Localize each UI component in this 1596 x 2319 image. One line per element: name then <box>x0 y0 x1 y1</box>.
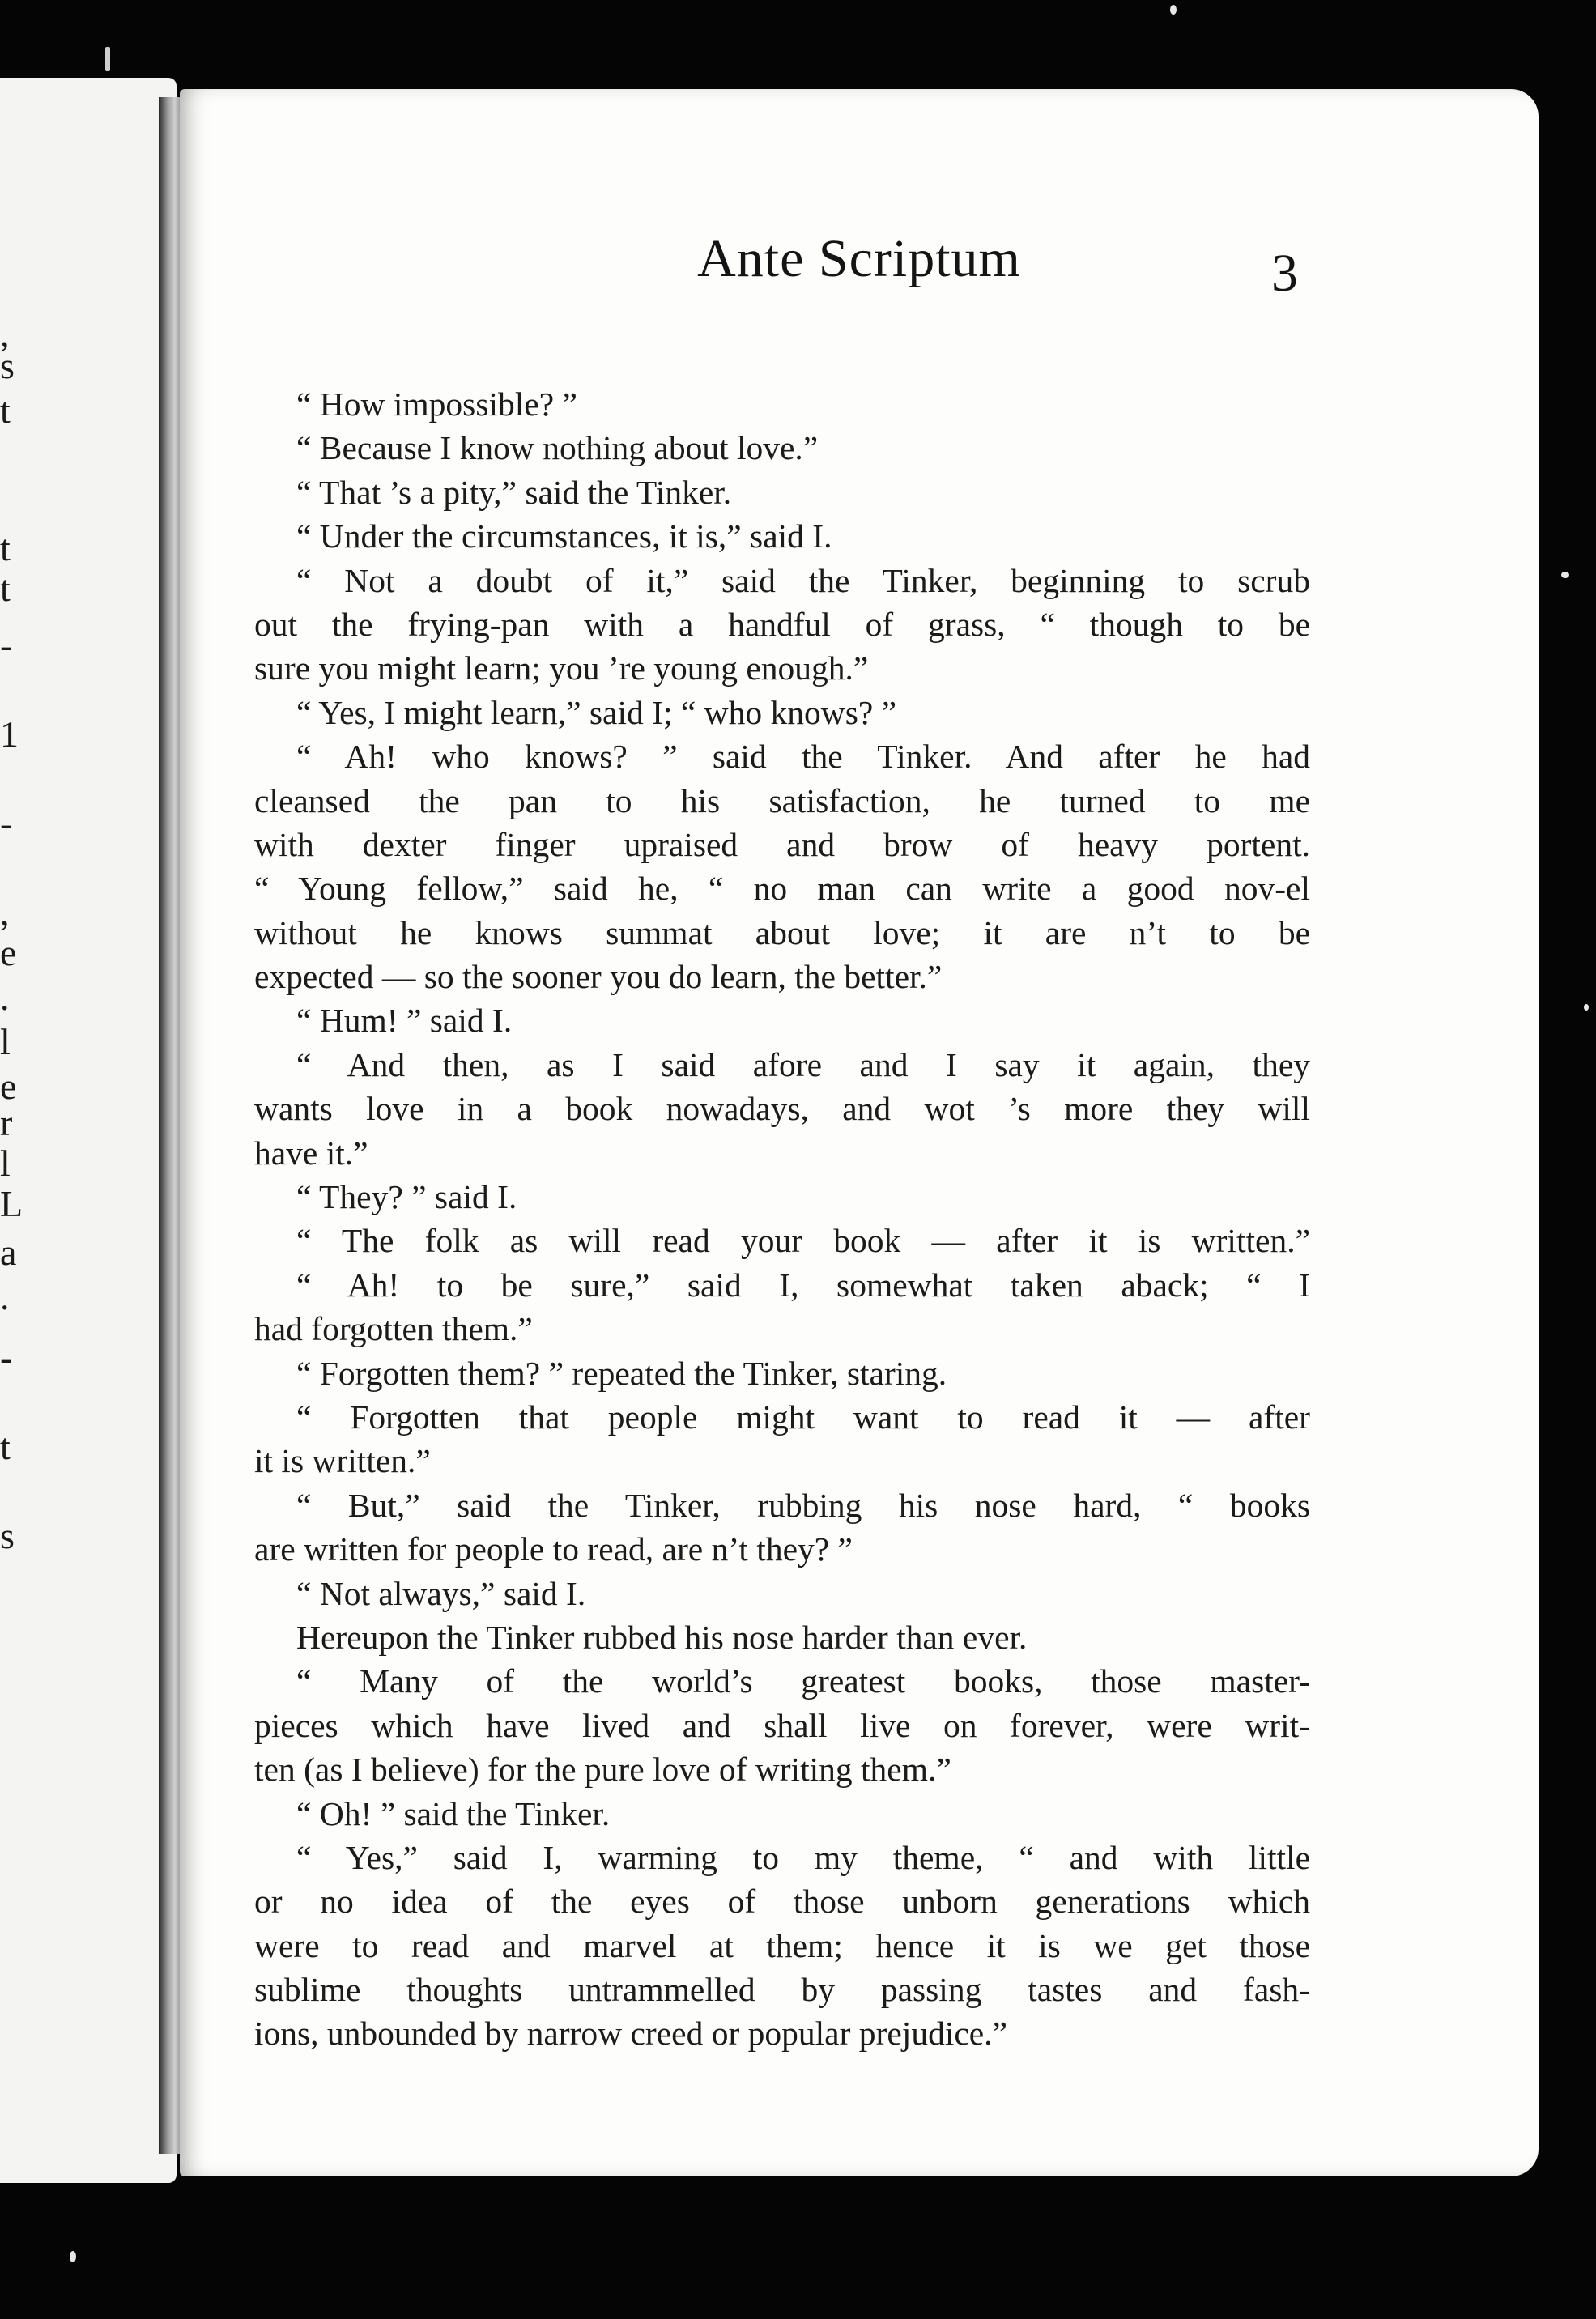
previous-page-fragment: - <box>0 1337 13 1378</box>
text-line: “ Ah! who knows? ” said the Tinker. And after he had <box>296 738 1310 776</box>
previous-page-fragment: - <box>0 624 13 666</box>
previous-page-fragment: e <box>0 1066 17 1107</box>
previous-page-fragment: e <box>0 932 17 973</box>
page-number: 3 <box>1271 244 1298 303</box>
running-head: Ante Scriptum <box>697 229 1021 288</box>
text-line: “ Because I know nothing about love.” <box>296 429 819 467</box>
text-line: “ Oh! ” said the Tinker. <box>296 1794 611 1832</box>
previous-page-fragment: L <box>0 1183 23 1224</box>
text-line: sure you might learn; you ’re young enough.” <box>254 649 869 687</box>
text-line: “ Under the circumstances, it is,” said I. <box>296 517 832 555</box>
text-line: were to read and marvel at them; hence it is we get those <box>254 1926 1310 1964</box>
text-line: “ The folk as will read your book — after it is written.” <box>296 1222 1310 1260</box>
text-line: “ Yes, I might learn,” said I; “ who knows? ” <box>296 693 897 731</box>
text-line: sublime thoughts untrammelled by passing tastes and fash- <box>254 1971 1310 2009</box>
previous-page-fragment: t <box>0 1426 11 1467</box>
book-page <box>180 89 1539 2176</box>
text-line: wants love in a book nowadays, and wot ’s more they will <box>254 1090 1310 1128</box>
text-line: or no idea of the eyes of those unborn generations which <box>254 1883 1310 1921</box>
text-line: “ Forgotten that people might want to read it — after <box>296 1398 1310 1436</box>
dust-speck <box>1584 1004 1589 1011</box>
previous-page-fragment: - <box>0 802 13 844</box>
text-line: with dexter finger upraised and brow of heavy portent. <box>254 825 1310 863</box>
body-text <box>254 382 1310 2056</box>
text-line: “ They? ” said I. <box>296 1178 517 1216</box>
text-line: “ But,” said the Tinker, rubbing his nose hard, “ books <box>296 1486 1310 1524</box>
dust-speck <box>105 47 110 71</box>
previous-page-fragment: t <box>0 568 11 609</box>
text-line: without he knows summat about love; it are n’t to be <box>254 913 1310 951</box>
text-line: “ Young fellow,” said he, “ no man can write a good nov-el <box>254 870 1310 908</box>
previous-page-fragment: l <box>0 1021 11 1062</box>
text-line: “ How impossible? ” <box>296 385 577 423</box>
previous-page-fragment: . <box>0 1276 10 1317</box>
text-line: cleansed the pan to his satisfaction, he turned to me <box>254 781 1310 819</box>
text-line: “ Not always,” said I. <box>296 1574 586 1612</box>
text-line: out the frying-pan with a handful of grass, “ though to be <box>254 605 1310 643</box>
text-line: “ Forgotten them? ” repeated the Tinker, staring. <box>296 1354 947 1392</box>
previous-page-fragment: l <box>0 1142 11 1184</box>
previous-page-fragment: s <box>0 1515 15 1556</box>
text-line: had forgotten them.” <box>254 1310 533 1348</box>
text-line: “ Many of the world’s greatest books, those master- <box>296 1662 1310 1700</box>
previous-page-fragment: t <box>0 527 11 568</box>
text-line: Hereupon the Tinker rubbed his nose harder than ever. <box>296 1618 1028 1656</box>
dust-speck <box>1170 5 1177 15</box>
text-line: have it.” <box>254 1134 368 1172</box>
dust-speck <box>70 2251 76 2262</box>
text-line: “ Yes,” said I, warming to my theme, “ and with little <box>296 1838 1310 1876</box>
previous-page-fragment: a <box>0 1232 17 1273</box>
previous-page-edge <box>0 78 177 2183</box>
previous-page-fragment: t <box>0 389 11 431</box>
text-line: ions, unbounded by narrow creed or popular prejudice.” <box>254 2015 1007 2053</box>
text-line: are written for people to read, are n’t they? ” <box>254 1530 853 1568</box>
previous-page-fragment: . <box>0 977 10 1018</box>
text-line: “ And then, as I said afore and I say it again, they <box>296 1045 1310 1083</box>
text-line: “ That ’s a pity,” said the Tinker. <box>296 473 732 511</box>
text-line: expected — so the sooner you do learn, the better.” <box>254 958 943 996</box>
text-line: “ Hum! ” said I. <box>296 1002 513 1040</box>
text-line: pieces which have lived and shall live on forever, were writ- <box>254 1706 1310 1744</box>
previous-page-fragment: , <box>0 313 10 354</box>
text-line: “ Ah! to be sure,” said I, somewhat taken aback; “ I <box>296 1266 1310 1304</box>
previous-page-fragment: r <box>0 1102 13 1143</box>
previous-page-fragment: , <box>0 891 10 933</box>
previous-page-fragment: 1 <box>0 713 19 755</box>
text-line: it is written.” <box>254 1442 431 1480</box>
text-line: “ Not a doubt of it,” said the Tinker, beginning to scrub <box>296 561 1310 599</box>
dust-speck <box>1561 572 1569 578</box>
previous-page-fragment: s <box>0 345 15 386</box>
text-line: ten (as I believe) for the pure love of writing them.” <box>254 1751 951 1789</box>
